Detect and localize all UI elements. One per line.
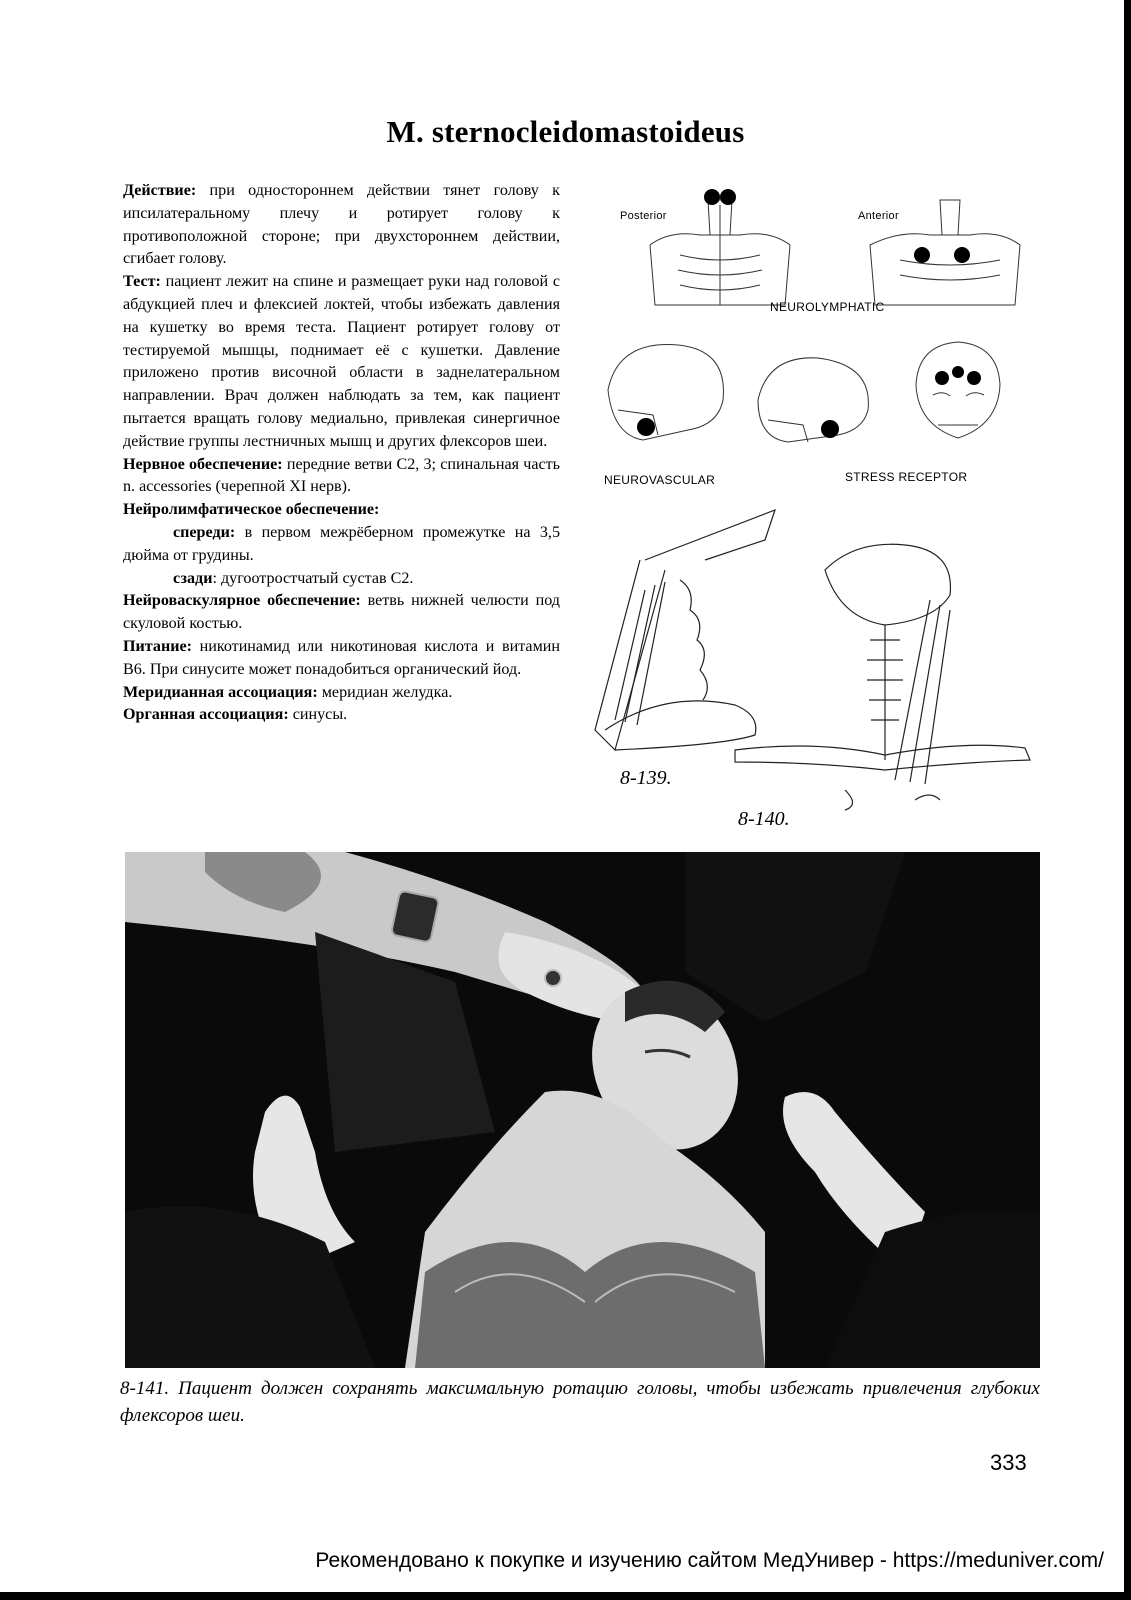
back-paragraph [123, 568, 560, 591]
neurovasc-label: Нейроваскулярное обеспечение: [123, 592, 361, 610]
organ-paragraph [123, 704, 560, 727]
organ-text: синусы. [292, 706, 348, 724]
nerve-paragraph [123, 454, 560, 500]
neurovascular-label: NEUROVASCULAR [604, 473, 716, 487]
muscle-test-photo [125, 852, 1040, 1368]
test-text: пациент лежит на спине и размещает руки над головой с абдукцией плеч и флексией локтей, чтобы избежать давления на кушетку во время теста. Пациент ротирует голову от тестируемой мышцы, поднимает её с кушетки. Давление приложено против височной области в заднелатеральном направлении. Врач должен наблюдать за тем, как пациент пытается вращать голову медиально, привлекая синергичное действие группы лестничных мышц и других флексоров шеи. [123, 273, 561, 450]
skull-illustration [598, 330, 1018, 465]
action-text: при одностороннем действии тянет голову к ипсилатеральному плечу и ротирует голову к противоположной стороне; при двухстороннем действии, сгибает голову. [123, 182, 560, 268]
test-paragraph [123, 271, 560, 453]
page-title: M. sternocleidomastoideus [386, 114, 745, 149]
meridian-text: меридиан желудка. [321, 683, 453, 701]
organ-label: Органная ассоциация: [123, 706, 289, 724]
figure-140-number: 8-140. [738, 808, 790, 830]
back-text: : дугоотростчатый сустав С2. [212, 569, 414, 587]
front-text: в первом межрёберном промежутке на 3,5 дюйма от грудины. [123, 523, 560, 564]
neurovasc-text: ветвь нижней челюсти под скуловой костью. [123, 592, 560, 633]
nerve-label: Нервное обеспечение: [123, 455, 283, 473]
neurovasc-paragraph [123, 590, 560, 636]
footer-recommendation: Рекомендовано к покупке и изучению сайтом МедУнивер - https://meduniver.com/ [315, 1549, 1104, 1572]
nutrition-paragraph [123, 636, 560, 682]
nutrition-label: Питание: [123, 637, 192, 655]
page-number: 333 [990, 1450, 1027, 1475]
nerve-text: передние ветви С2, 3; спинальная часть n. accessories (черепной XI нерв). [123, 455, 561, 496]
nutrition-text: никотинамид или никотиновая кислота и витамин B6. При синусите может понадобиться органический йод. [123, 637, 560, 678]
posterior-label: Posterior [620, 210, 667, 222]
page-edge-bottom [0, 1592, 1131, 1600]
stress-receptor-label: STRESS RECEPTOR [845, 470, 968, 484]
back-label: сзади [173, 569, 213, 587]
neurolymph-heading [123, 499, 560, 522]
description-column [123, 180, 560, 727]
figure-139-number: 8-139. [620, 767, 672, 789]
page-edge-right [1124, 0, 1131, 1600]
action-paragraph [123, 180, 560, 271]
neurolymphatic-label: NEUROLYMPHATIC [770, 300, 885, 314]
meridian-label: Меридианная ассоциация: [123, 683, 318, 701]
front-paragraph [123, 522, 560, 568]
meridian-paragraph [123, 682, 560, 705]
neurolymph-label: Нейролимфатическое обеспечение: [123, 501, 380, 519]
action-label: Действие: [123, 182, 197, 199]
test-label: Тест: [123, 273, 161, 291]
muscle-test-photo-drawing [125, 852, 1040, 1368]
anterior-label: Anterior [858, 210, 899, 222]
figure-141-caption: 8-141. Пациент должен сохранять максимальную ротацию головы, чтобы избежать привлечения глубоких флексоров шеи. [120, 1378, 1040, 1426]
front-label: спереди: [173, 523, 236, 541]
neurolymphatic-illustration [610, 185, 1050, 315]
